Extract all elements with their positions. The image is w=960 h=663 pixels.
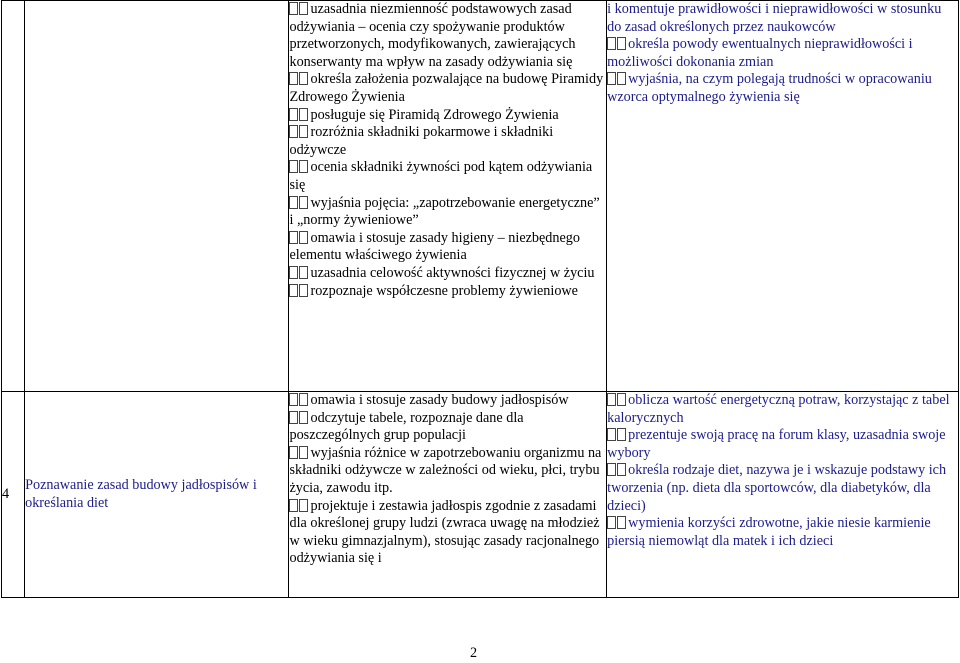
list-item-text: wyjaśnia różnice w zapotrzebowaniu organizmu na składniki odżywcze w zależności od wieku, płci, trybu życia, zawodu itp. [289,444,602,496]
list-item [289,265,606,283]
curriculum-table [1,0,959,598]
bullet-box-icon [289,72,298,85]
bullet-box-icon [289,2,298,15]
bullet-box-icon [607,37,616,50]
bullet-box-icon [617,37,626,50]
bullet-box-icon [299,284,308,297]
bullet-box-icon [299,108,308,121]
list-item-text: uzasadnia niezmienność podstawowych zasad odżywiania – ocenia czy spożywanie produktów przetworzonych, modyfikowanych, zawierających konserwanty ma wpływ na zasady odżywiania się [289,1,576,70]
row-number: 4 [2,392,25,598]
list-item [289,445,606,498]
list-item-text: uzasadnia celowość aktywności fizycznej w życiu [310,264,595,281]
list-item [289,107,606,125]
requirements-cell [289,1,607,392]
bullet-box-icon [289,231,298,244]
bullet-box-icon [299,2,308,15]
bullet-box-icon [617,428,626,441]
number-cell-empty [2,1,25,392]
list-item [607,71,958,106]
topic-cell-empty [25,1,289,392]
list-item [289,230,606,265]
bullet-box-icon [299,393,308,406]
list-item-text: ocenia składniki żywności pod kątem odżywiania się [289,159,593,193]
page-number: 2 [470,645,478,661]
advanced-requirements-cell [607,392,959,598]
bullet-box-icon [299,231,308,244]
list-item-text: projektuje i zestawia jadłospis zgodnie z zasadami dla określonej grupy ludzi (zwraca uwagę na młodzież w wieku gimnazjalnym), stosując zasady racjonalnego odżywiania się i [289,497,600,567]
list-item [607,36,958,71]
bullet-box-icon [299,160,308,173]
list-item [289,283,606,301]
list-item-text: oblicza wartość energetyczną potraw, korzystając z tabel kalorycznych [607,392,950,426]
list-item-text: określa założenia pozwalające na budowę Piramidy Zdrowego Żywienia [289,71,604,105]
list-item-text: rozróżnia składniki pokarmowe i składniki odżywcze [289,124,554,158]
bullet-box-icon [299,446,308,459]
list-item-text: omawia i stosuje zasady budowy jadłospisów [310,392,569,408]
bullet-box-icon [289,499,298,512]
bullet-box-icon [289,393,298,406]
list-item [289,392,606,410]
bullet-box-icon [299,196,308,209]
list-item-continuation: i komentuje prawidłowości i nieprawidłowości w stosunku do zasad określonych przez naukowców [607,1,942,35]
list-item-text: odczytuje tabele, rozpoznaje dane dla poszczególnych grup populacji [289,409,524,444]
bullet-box-icon [617,463,626,476]
bullet-box-icon [299,499,308,512]
list-item [289,124,606,159]
list-item-text: określa powody ewentualnych nieprawidłowości i możliwości dokonania zmian [607,36,913,70]
bullet-box-icon [617,516,626,529]
list-item [289,159,606,194]
list-item-text: omawia i stosuje zasady higieny – niezbędnego elementu właściwego żywienia [289,229,580,264]
list-item [607,427,958,462]
list-item [289,410,606,445]
bullet-box-icon [607,393,616,406]
bullet-box-icon [607,463,616,476]
bullet-box-icon [289,284,298,297]
bullet-box-icon [289,125,298,138]
table-row [2,1,959,392]
bullet-box-icon [617,393,626,406]
list-item [607,392,958,427]
list-item-text: rozpoznaje współczesne problemy żywieniowe [310,282,578,299]
list-item-text: wyjaśnia, na czym polegają trudności w opracowaniu wzorca optymalnego żywienia się [607,71,932,105]
bullet-box-icon [299,266,308,279]
list-item-text: posługuje się Piramidą Zdrowego Żywienia [310,106,559,123]
table-row [2,392,959,598]
bullet-box-icon [289,411,298,424]
list-item-text: prezentuje swoją pracę na forum klasy, uzasadnia swoje wybory [607,427,946,461]
bullet-box-icon [289,108,298,121]
bullet-box-icon [289,160,298,173]
list-item-text: określa rodzaje diet, nazywa je i wskazuje podstawy ich tworzenia (np. dieta dla sportowców, dla diabetyków, dla dzieci) [607,462,947,514]
bullet-box-icon [607,516,616,529]
topic-title: Poznawanie zasad budowy jadłospisów i określania diet [25,392,289,598]
list-item-text: wymienia korzyści zdrowotne, jakie niesie karmienie piersią niemowląt dla matek i ich dzieci [607,515,931,549]
bullet-box-icon [607,428,616,441]
list-item [607,462,958,515]
bullet-box-icon [299,411,308,424]
advanced-requirements-cell [607,1,959,392]
list-item [289,498,606,568]
bullet-box-icon [617,72,626,85]
list-item [289,71,606,106]
list-item-text: wyjaśnia pojęcia: „zapotrzebowanie energetyczne” i „normy żywieniowe” [289,194,600,229]
bullet-box-icon [289,446,298,459]
bullet-box-icon [299,125,308,138]
bullet-box-icon [299,72,308,85]
bullet-box-icon [289,266,298,279]
list-item [607,515,958,550]
requirements-cell [289,392,607,598]
bullet-box-icon [607,72,616,85]
list-item [289,1,606,71]
list-item [289,195,606,230]
bullet-box-icon [289,196,298,209]
